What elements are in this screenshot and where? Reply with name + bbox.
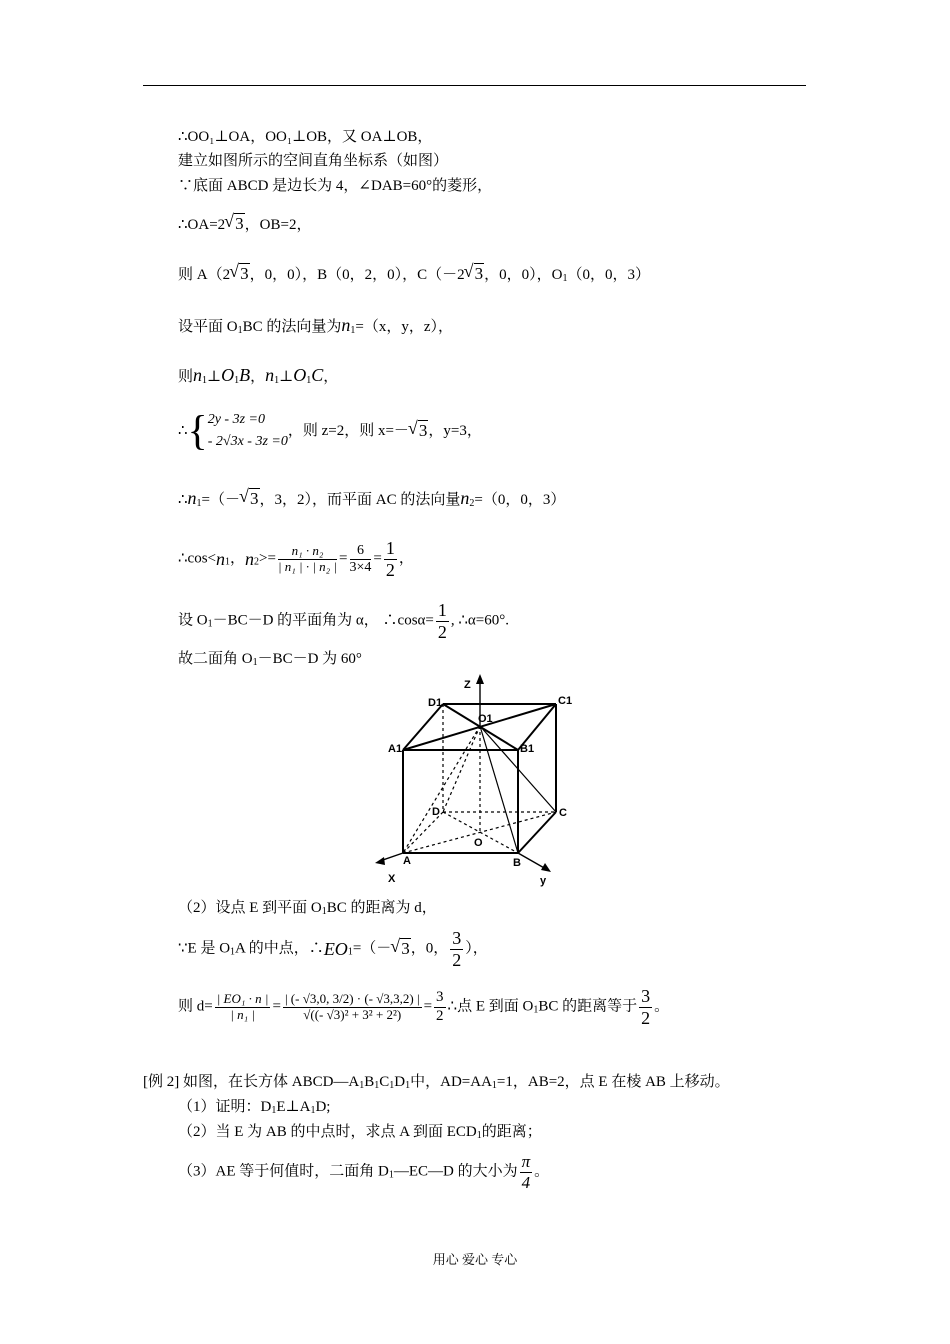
label-x: X — [388, 873, 396, 885]
line-dihedral-result: 故二面角 O1－BC－D 为 60° — [178, 651, 362, 668]
brace-icon: { — [187, 408, 208, 455]
cube-figure — [370, 668, 580, 888]
label-b1: B1 — [520, 743, 535, 755]
edge-d-a-hidden — [403, 812, 443, 853]
label-o1: O1 — [478, 713, 493, 725]
y-arrow-icon — [541, 863, 551, 872]
line-cosine: ∴cos<n1，n2>= $\frac{\text{n₁ · n₂}}{\text{| n₁ | · | n₂ |}}$ = $\frac{6}{3\times 4}$ = $\frac{1}{2}$ ， — [178, 538, 414, 580]
line-o1-b — [480, 726, 518, 853]
line-part2-intro: （2）设点 E 到平面 O1BC 的距离为 d， — [178, 900, 437, 917]
line-example2: [例 2] 如图，在长方体 ABCD—A1B1C1D1中，AD=AA1=1，AB=2，点 E 在棱 AB 上移动。 — [143, 1074, 730, 1091]
label-o: O — [474, 837, 483, 849]
line-q1: （1）证明：D1E⊥A1D; — [178, 1099, 331, 1116]
line-n1-value: ∴n1=（－√ 3，3，2），而平面 AC 的法向量n2=（0，0，3） — [178, 489, 565, 509]
line-distance: 则 d= $\frac{\text{| EO₁ · n |}}{\text{| n₁ |}}$ = $\frac{| (- √3,0, 3/2) \cdot (- √3,3,2) |}{\text{√((- √3)² + 3² + 2²)}}$ = $\frac{3}{2}$ ∴点 E 到面 O1BC 的距离等于 $\frac{3}{2}$ 。 — [178, 986, 670, 1028]
line-o1-d-hidden — [443, 726, 480, 812]
line-equation-system: ∴{ 2y - 3z =0 - 2√3x - 3z =0 ，则 z=2，则 x=－√ 3，y=3， — [178, 409, 482, 454]
label-a: A — [403, 855, 411, 867]
line-plane-angle: 设 O1－BC－D 的平面角为 α， ∴cosα= $\frac{1}{2}$ , ∴α=60°. — [178, 600, 509, 642]
line-perp-conditions: 则n1⊥O1B，n1⊥O1C， — [178, 365, 339, 386]
line-perpendicular: ∴OO₁⊥OA，OO₁⊥OB，又 OA⊥OB， — [178, 129, 433, 145]
label-d1: D1 — [428, 697, 443, 709]
line-o1-a-hidden — [403, 726, 480, 853]
edge-b-c — [518, 812, 556, 853]
y-axis — [518, 853, 546, 869]
x-arrow-icon — [375, 857, 385, 865]
line-normal-vector: 设平面 O1BC 的法向量为n1=（x，y，z）， — [178, 315, 453, 336]
z-arrow-icon — [476, 674, 484, 684]
line-points: 则 A（2√ 3，0，0），B（0，2，0），C（－2√ 3，0，0），O1（0，0，3） — [178, 265, 650, 284]
line-q2: （2）当 E 为 AB 的中点时，求点 A 到面 ECD1的距离； — [178, 1124, 542, 1141]
line-eo1-vector: ∵E 是 O1A 的中点，∴EO1=（－√ 3，0， $\frac{3}{2}$ ）， — [178, 928, 488, 970]
line-oa-ob: ∴OA=2√ 3，OB=2， — [178, 215, 311, 233]
line-rhombus: ∵底面 ABCD 是边长为 4，∠DAB=60°的菱形， — [178, 178, 493, 194]
line-coordinate-setup: 建立如图所示的空间直角坐标系（如图） — [178, 153, 449, 169]
label-b: B — [513, 857, 521, 869]
label-d: D — [432, 806, 440, 818]
header-rule — [143, 85, 806, 86]
label-y: y — [540, 875, 547, 887]
page-footer: 用心 爱心 专心 — [432, 1252, 518, 1267]
label-z: Z — [464, 679, 471, 691]
label-c: C — [559, 807, 567, 819]
label-c1: C1 — [558, 695, 573, 707]
label-a1: A1 — [388, 743, 403, 755]
line-q3: （3）AE 等于何值时，二面角 D1—EC—D 的大小为 $\frac{\pi}{4}$ 。 — [178, 1152, 550, 1192]
